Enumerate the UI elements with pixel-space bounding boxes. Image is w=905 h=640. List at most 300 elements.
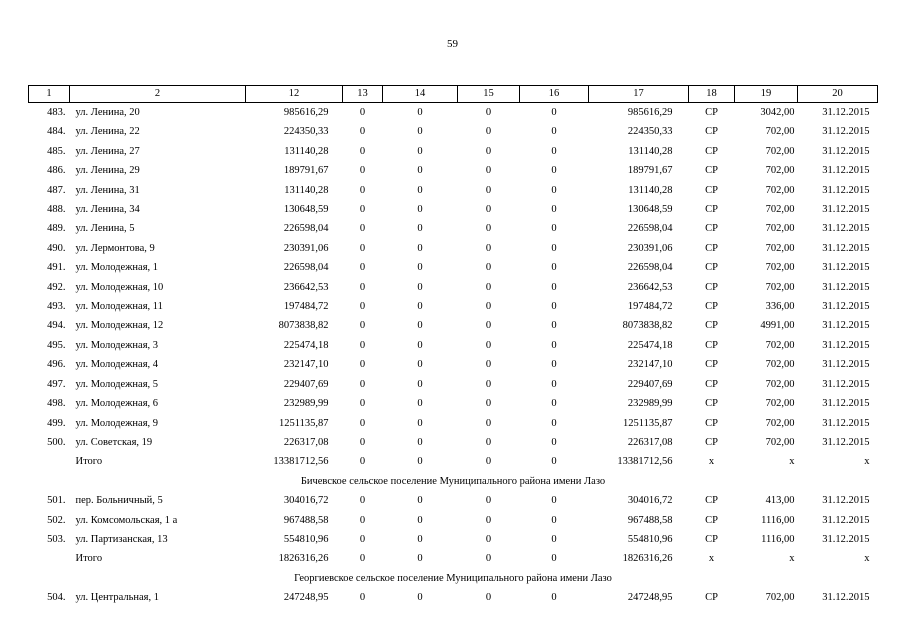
table-row	[29, 511, 878, 530]
value-cell: 224350,33	[283, 126, 329, 138]
value-cell: 0	[485, 339, 492, 351]
code-cell: СР	[705, 107, 718, 118]
value-cell: 224350,33	[627, 126, 673, 138]
address-cell: ул. Ленина, 29	[75, 165, 140, 177]
address-cell: пер. Больничный, 5	[75, 495, 163, 507]
table-row	[29, 219, 878, 238]
registry-table	[28, 85, 878, 608]
value-cell: 0	[417, 223, 423, 235]
code-cell: СР	[705, 533, 718, 545]
table-row	[29, 161, 878, 180]
value-cell: 0	[485, 514, 492, 526]
value-cell: 1251135,87	[623, 417, 673, 429]
header-cell: 13	[343, 86, 383, 103]
value-cell: 0	[359, 417, 366, 429]
value-cell: 189791,67	[627, 165, 673, 177]
value-cell: 0	[485, 145, 492, 157]
value-cell: 0	[417, 126, 423, 138]
value-cell: 232147,10	[627, 359, 673, 371]
value-cell: 0	[417, 301, 423, 313]
section-title: Бичевское сельское поселение Муниципального района имени Лазо	[300, 475, 606, 487]
table-row	[29, 278, 878, 297]
table-row	[29, 103, 878, 123]
value-cell: 0	[359, 126, 366, 138]
date-cell: 31.12.2015	[822, 242, 870, 254]
area-cell: 702,00	[765, 126, 795, 138]
table-row	[29, 258, 878, 277]
value-cell: 0	[485, 417, 492, 429]
row-number-cell: 502.	[47, 514, 66, 526]
table-body	[29, 103, 878, 608]
table-row	[29, 530, 878, 549]
value-cell: 0	[417, 281, 423, 293]
value-cell: 0	[359, 514, 366, 526]
value-cell: 0	[417, 514, 423, 526]
value-cell: 236642,53	[627, 281, 673, 293]
value-cell: 0	[417, 320, 423, 332]
row-number-cell: 487.	[47, 184, 66, 196]
area-cell: 413,00	[765, 495, 795, 507]
code-cell: СР	[705, 514, 718, 526]
code-cell: СР	[705, 223, 718, 235]
area-cell: 702,00	[765, 281, 795, 293]
table-row	[29, 239, 878, 258]
date-cell: 31.12.2015	[822, 339, 870, 351]
value-cell: 0	[359, 262, 366, 274]
value-cell: 226598,04	[283, 262, 329, 274]
row-number-cell: 492.	[47, 281, 66, 293]
row-number-cell: 498.	[47, 398, 66, 410]
value-cell: 0	[551, 262, 557, 274]
value-cell: 0	[359, 339, 366, 351]
address-cell: ул. Молодежная, 12	[75, 320, 164, 332]
value-cell: 304016,72	[627, 495, 673, 507]
table-row	[29, 316, 878, 335]
code-cell: СР	[705, 262, 718, 274]
value-cell: 0	[417, 145, 423, 157]
row-number-cell: 490.	[47, 242, 66, 254]
value-cell: 0	[359, 495, 366, 507]
address-cell: ул. Советская, 19	[75, 436, 153, 448]
row-number-cell: 495.	[47, 339, 66, 351]
value-cell: 130648,59	[283, 204, 329, 216]
value-cell: 0	[551, 495, 557, 507]
area-cell: 702,00	[765, 184, 795, 196]
row-number-cell: 488.	[47, 204, 66, 216]
address-cell: ул. Молодежная, 1	[75, 262, 159, 274]
date-cell: 31.12.2015	[822, 592, 870, 604]
value-cell: 0	[485, 165, 492, 177]
value-cell: 0	[359, 553, 366, 565]
row-number-cell: 493.	[47, 301, 66, 313]
table-row	[29, 414, 878, 433]
code-cell: СР	[705, 145, 718, 157]
value-cell: 0	[485, 378, 492, 390]
code-cell: СР	[705, 359, 718, 371]
header-cell: 12	[246, 86, 343, 103]
value-cell: 0	[417, 262, 423, 274]
value-cell: 0	[551, 359, 557, 371]
value-cell: 0	[417, 436, 423, 448]
value-cell: 0	[417, 378, 423, 390]
value-cell: 0	[485, 126, 492, 138]
value-cell: 0	[359, 301, 366, 313]
row-number-cell: 486.	[47, 165, 66, 177]
value-cell: 0	[485, 495, 492, 507]
value-cell: 0	[485, 262, 492, 274]
table-header	[29, 86, 878, 103]
value-cell: 0	[417, 495, 423, 507]
address-cell: ул. Молодежная, 5	[75, 378, 159, 390]
table-row	[29, 375, 878, 394]
code-cell: х	[708, 553, 715, 565]
value-cell: 0	[359, 320, 366, 332]
value-cell: 967488,58	[627, 514, 673, 526]
date-cell: 31.12.2015	[822, 223, 870, 235]
address-cell: ул. Ленина, 5	[75, 223, 135, 235]
table-row	[29, 142, 878, 161]
value-cell: 0	[417, 242, 423, 254]
value-cell: 0	[417, 359, 423, 371]
address-cell: ул. Молодежная, 11	[75, 301, 163, 313]
value-cell: 232989,99	[627, 398, 673, 410]
value-cell: 985616,29	[627, 107, 673, 118]
value-cell: 0	[551, 398, 557, 410]
date-cell: 31.12.2015	[822, 165, 870, 177]
value-cell: 1251135,87	[279, 417, 329, 429]
value-cell: 0	[485, 223, 492, 235]
value-cell: 229407,69	[283, 378, 329, 390]
date-cell: 31.12.2015	[822, 281, 870, 293]
value-cell: 225474,18	[627, 339, 673, 351]
date-cell: 31.12.2015	[822, 126, 870, 138]
value-cell: 247248,95	[283, 592, 329, 604]
date-cell: 31.12.2015	[822, 262, 870, 274]
value-cell: 0	[485, 553, 492, 565]
value-cell: 0	[551, 204, 557, 216]
header-cell: 1	[29, 86, 70, 103]
value-cell: 236642,53	[283, 281, 329, 293]
value-cell: 0	[359, 359, 366, 371]
code-cell: СР	[705, 339, 718, 351]
value-cell: 0	[417, 107, 423, 118]
area-cell: 702,00	[765, 339, 795, 351]
code-cell: СР	[705, 398, 718, 410]
value-cell: 197484,72	[627, 301, 673, 313]
value-cell: 230391,06	[627, 242, 673, 254]
area-cell: 702,00	[765, 417, 795, 429]
value-cell: 0	[417, 533, 423, 545]
area-cell: 702,00	[765, 145, 795, 157]
date-cell: 31.12.2015	[822, 436, 870, 448]
value-cell: 967488,58	[283, 514, 329, 526]
row-number-cell: 484.	[47, 126, 66, 138]
value-cell: 0	[485, 242, 492, 254]
date-cell: х	[864, 553, 870, 565]
value-cell: 0	[485, 398, 492, 410]
value-cell: 0	[551, 301, 557, 313]
value-cell: 1826316,26	[622, 553, 673, 565]
value-cell: 13381712,56	[273, 456, 329, 468]
code-cell: СР	[705, 184, 718, 196]
row-number-cell: 485.	[47, 145, 66, 157]
area-cell: 702,00	[765, 436, 795, 448]
value-cell: 247248,95	[627, 592, 673, 604]
value-cell: 131140,28	[284, 184, 329, 196]
value-cell: 0	[485, 436, 492, 448]
area-cell: 702,00	[765, 398, 795, 410]
area-cell: 702,00	[765, 204, 795, 216]
value-cell: 0	[359, 592, 366, 604]
table-row	[29, 355, 878, 374]
value-cell: 0	[359, 223, 366, 235]
area-cell: 702,00	[765, 378, 795, 390]
section-title: Георгиевское сельское поселение Муниципального района имени Лазо	[294, 572, 612, 584]
value-cell: 226317,08	[283, 436, 329, 448]
row-number-cell	[29, 452, 70, 471]
date-cell: 31.12.2015	[822, 533, 870, 545]
address-cell: ул. Молодежная, 3	[75, 339, 159, 351]
area-cell: 4991,00	[760, 320, 795, 332]
value-cell: 0	[359, 184, 366, 196]
value-cell: 0	[417, 184, 423, 196]
row-number-cell: 497.	[47, 378, 66, 390]
value-cell: 131140,28	[628, 145, 673, 157]
address-cell: ул. Ленина, 31	[75, 184, 140, 196]
date-cell: 31.12.2015	[822, 495, 870, 507]
row-number-cell: 491.	[47, 262, 66, 274]
value-cell: 189791,67	[283, 165, 329, 177]
value-cell: 225474,18	[283, 339, 329, 351]
address-cell: ул. Центральная, 1	[75, 592, 159, 604]
table-row	[29, 181, 878, 200]
value-cell: 0	[551, 436, 557, 448]
value-cell: 0	[485, 204, 492, 216]
page-number: 59	[447, 38, 458, 50]
row-number-cell: 489.	[47, 223, 66, 235]
table-row	[29, 122, 878, 141]
value-cell: 0	[551, 107, 557, 118]
row-number-cell: 499.	[47, 417, 66, 429]
value-cell: 131140,28	[628, 184, 673, 196]
header-row	[29, 86, 878, 103]
code-cell: СР	[705, 281, 718, 293]
value-cell: 0	[485, 359, 492, 371]
code-cell: СР	[705, 592, 718, 604]
row-number-cell	[29, 549, 70, 568]
address-cell: ул. Молодежная, 6	[75, 398, 159, 410]
date-cell: 31.12.2015	[822, 184, 870, 196]
code-cell: СР	[705, 320, 718, 332]
value-cell: 0	[359, 107, 366, 118]
value-cell: 0	[359, 378, 366, 390]
value-cell: 232147,10	[283, 359, 329, 371]
value-cell: 0	[359, 533, 366, 545]
date-cell: 31.12.2015	[822, 301, 870, 313]
value-cell: 226598,04	[627, 262, 673, 274]
total-row	[29, 549, 878, 568]
value-cell: 8073838,82	[622, 320, 673, 332]
table-row	[29, 394, 878, 413]
date-cell: 31.12.2015	[822, 145, 870, 157]
value-cell: 0	[359, 281, 366, 293]
area-cell: 3042,00	[760, 107, 795, 118]
code-cell: СР	[705, 301, 718, 313]
value-cell: 985616,29	[283, 107, 329, 118]
header-cell: 19	[735, 86, 798, 103]
row-number-cell: 504.	[47, 592, 66, 604]
value-cell: 0	[417, 592, 423, 604]
section-header-row	[29, 569, 878, 588]
value-cell: 0	[359, 436, 366, 448]
value-cell: 0	[551, 533, 557, 545]
code-cell: СР	[705, 436, 718, 448]
address-cell: ул. Молодежная, 4	[75, 359, 159, 371]
value-cell: 0	[417, 204, 423, 216]
value-cell: 0	[359, 242, 366, 254]
header-cell: 14	[383, 86, 458, 103]
value-cell: 197484,72	[283, 301, 329, 313]
address-cell: ул. Лермонтова, 9	[75, 242, 155, 254]
table-row	[29, 491, 878, 510]
code-cell: х	[708, 456, 715, 468]
address-cell: ул. Партизанская, 13	[75, 533, 168, 545]
value-cell: 0	[551, 456, 557, 468]
value-cell: 554810,96	[627, 533, 673, 545]
value-cell: 554810,96	[283, 533, 329, 545]
total-row	[29, 452, 878, 471]
area-cell: 1116,00	[761, 514, 795, 526]
code-cell: СР	[705, 204, 718, 216]
address-cell: ул. Молодежная, 10	[75, 281, 164, 293]
date-cell: 31.12.2015	[822, 359, 870, 371]
value-cell: 0	[359, 145, 366, 157]
value-cell: 0	[551, 126, 557, 138]
address-cell: ул. Молодежная, 9	[75, 417, 159, 429]
value-cell: 0	[417, 398, 423, 410]
value-cell: 226317,08	[627, 436, 673, 448]
value-cell: 0	[359, 204, 366, 216]
value-cell: 226598,04	[283, 223, 329, 235]
value-cell: 0	[359, 165, 366, 177]
header-cell: 15	[458, 86, 520, 103]
value-cell: 0	[551, 514, 557, 526]
date-cell: 31.12.2015	[822, 204, 870, 216]
address-cell: ул. Ленина, 34	[75, 204, 140, 216]
row-number-cell: 503.	[47, 533, 66, 545]
area-cell: х	[789, 553, 795, 565]
value-cell: 13381712,56	[617, 456, 673, 468]
header-cell: 20	[798, 86, 878, 103]
area-cell: 702,00	[765, 359, 795, 371]
date-cell: х	[864, 456, 870, 468]
value-cell: 0	[417, 456, 423, 468]
address-cell: Итого	[75, 553, 103, 565]
value-cell: 230391,06	[283, 242, 329, 254]
table-row	[29, 588, 878, 607]
value-cell: 0	[485, 320, 492, 332]
row-number-cell: 496.	[47, 359, 66, 371]
date-cell: 31.12.2015	[822, 417, 870, 429]
area-cell: 336,00	[765, 301, 795, 313]
address-cell: ул. Комсомольская, 1 а	[75, 514, 178, 526]
row-number-cell: 501.	[47, 495, 66, 507]
value-cell: 0	[485, 456, 492, 468]
date-cell: 31.12.2015	[822, 320, 870, 332]
value-cell: 226598,04	[627, 223, 673, 235]
code-cell: СР	[705, 378, 718, 390]
value-cell: 0	[485, 107, 492, 118]
row-number-cell: 494.	[47, 320, 66, 332]
date-cell: 31.12.2015	[822, 107, 870, 118]
value-cell: 0	[359, 398, 366, 410]
date-cell: 31.12.2015	[822, 514, 870, 526]
code-cell: СР	[705, 417, 718, 429]
value-cell: 232989,99	[283, 398, 329, 410]
code-cell: СР	[705, 126, 718, 138]
value-cell: 1826316,26	[278, 553, 329, 565]
value-cell: 0	[485, 592, 492, 604]
value-cell: 229407,69	[627, 378, 673, 390]
table-row	[29, 433, 878, 452]
value-cell: 0	[551, 339, 557, 351]
value-cell: 0	[551, 417, 557, 429]
date-cell: 31.12.2015	[822, 398, 870, 410]
address-cell: ул. Ленина, 27	[75, 145, 140, 157]
code-cell: СР	[705, 242, 718, 254]
value-cell: 0	[359, 456, 366, 468]
value-cell: 304016,72	[283, 495, 329, 507]
header-cell: 2	[70, 86, 246, 103]
header-cell: 18	[689, 86, 735, 103]
value-cell: 0	[551, 242, 557, 254]
value-cell: 0	[551, 592, 557, 604]
value-cell: 131140,28	[284, 145, 329, 157]
value-cell: 0	[551, 223, 557, 235]
value-cell: 0	[551, 281, 557, 293]
code-cell: СР	[705, 165, 718, 177]
value-cell: 8073838,82	[278, 320, 329, 332]
row-number-cell: 483.	[47, 107, 66, 118]
value-cell: 0	[551, 553, 557, 565]
value-cell: 0	[551, 165, 557, 177]
value-cell: 0	[551, 378, 557, 390]
section-header-row	[29, 472, 878, 491]
value-cell: 0	[551, 145, 557, 157]
area-cell: 702,00	[765, 223, 795, 235]
area-cell: 702,00	[765, 242, 795, 254]
value-cell: 0	[485, 281, 492, 293]
header-cell: 17	[589, 86, 689, 103]
address-cell: ул. Ленина, 22	[75, 126, 140, 138]
value-cell: 0	[417, 165, 423, 177]
area-cell: х	[789, 456, 795, 468]
table-row	[29, 336, 878, 355]
value-cell: 0	[417, 417, 423, 429]
value-cell: 0	[485, 533, 492, 545]
area-cell: 1116,00	[761, 533, 795, 545]
area-cell: 702,00	[765, 165, 795, 177]
value-cell: 0	[485, 184, 492, 196]
header-cell: 16	[520, 86, 589, 103]
table-row	[29, 297, 878, 316]
area-cell: 702,00	[765, 262, 795, 274]
area-cell: 702,00	[765, 592, 795, 604]
value-cell: 0	[551, 184, 557, 196]
address-cell: Итого	[75, 456, 103, 468]
row-number-cell: 500.	[47, 436, 66, 448]
code-cell: СР	[705, 495, 718, 507]
